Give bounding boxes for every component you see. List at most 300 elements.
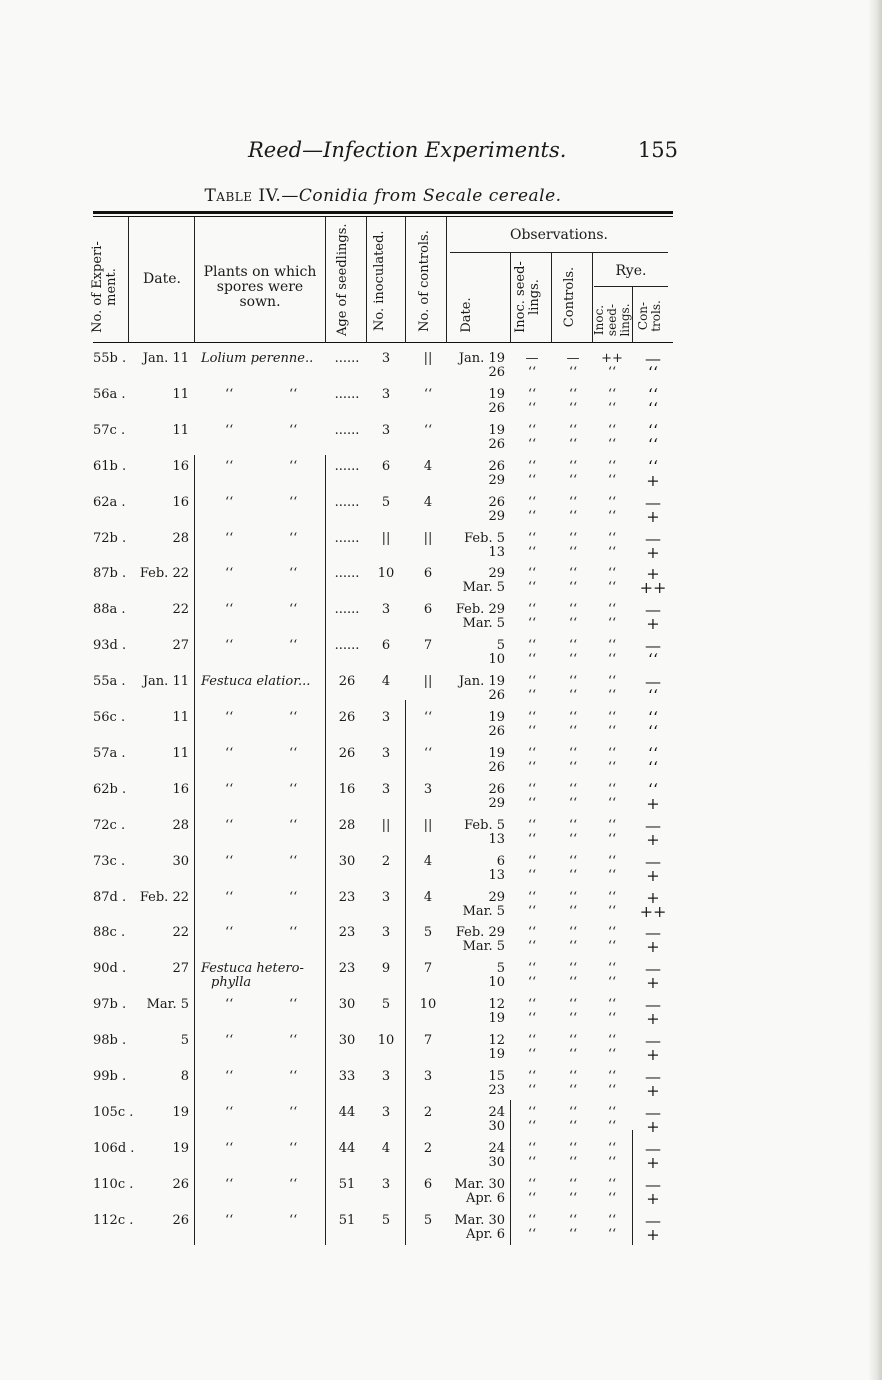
table-row xyxy=(93,995,673,1034)
observation-date xyxy=(449,926,505,954)
sow-date: 11 xyxy=(172,745,189,761)
table-row xyxy=(93,420,673,460)
ditto-mark: ‘‘ xyxy=(225,422,234,438)
seedling-age: 23 xyxy=(338,925,356,941)
number-inoculated: 3 xyxy=(381,781,391,797)
rye-inoc-result-line: ‘‘ xyxy=(607,458,617,474)
controls-result-line: ‘‘ xyxy=(568,1083,578,1098)
rye-controls-result-line: — xyxy=(645,349,661,368)
inoc-seedlings-result-line: ‘‘ xyxy=(527,616,537,632)
ditto-mark: ‘‘ xyxy=(225,853,234,869)
number-controls: 2 xyxy=(423,1104,433,1120)
inoc-seedlings-result-line: ‘‘ xyxy=(527,939,537,955)
number-inoculated: || xyxy=(381,530,391,546)
observation-date xyxy=(449,532,505,560)
rye-controls-result xyxy=(635,636,671,670)
rye-inoc-result-line: ‘‘ xyxy=(607,602,617,618)
experiment-number: 112c . xyxy=(93,1212,134,1228)
experiment-number: 57c . xyxy=(93,422,126,438)
page-edge xyxy=(868,0,882,1380)
rye-inoc-result xyxy=(595,747,629,775)
rye-inoc-result-line: ‘‘ xyxy=(607,1154,617,1170)
rye-controls-result-line: ‘‘ xyxy=(647,779,659,799)
ditto-mark: ‘‘ xyxy=(225,997,234,1013)
controls-result-line: ‘‘ xyxy=(568,781,578,797)
rye-inoc-result xyxy=(595,962,629,990)
seedling-age: 23 xyxy=(338,961,356,977)
controls-result-line: ‘‘ xyxy=(568,831,578,847)
observation-date xyxy=(449,1142,505,1170)
rye-inoc-result xyxy=(595,891,629,919)
number-inoculated: 3 xyxy=(381,710,391,725)
experiment-number: 73c . xyxy=(93,853,126,869)
header-date: Date. xyxy=(143,271,181,287)
rye-controls-result xyxy=(635,708,671,741)
rye-inoc-result-line: ‘‘ xyxy=(607,652,617,668)
inoc-seedlings-result-line: ‘‘ xyxy=(527,724,537,739)
inoc-seedlings-result xyxy=(515,1142,549,1170)
rye-controls-result-line: — xyxy=(645,923,661,943)
header-observations: Observations. xyxy=(509,227,609,243)
inoc-seedlings-result-line: ‘‘ xyxy=(527,580,537,596)
ditto-mark: ‘‘ xyxy=(289,1176,298,1192)
observation-date xyxy=(449,675,505,703)
observation-date-line: Feb. 29 xyxy=(455,925,505,941)
observation-date xyxy=(449,567,505,595)
header-inoc-seedlings: Inoc. seed- lings. xyxy=(513,261,542,333)
observation-date-line: 26 xyxy=(488,494,505,510)
rye-controls-result-line: — xyxy=(645,600,661,620)
rye-controls-result-line: + xyxy=(646,506,660,526)
inoc-seedlings-result-line: ‘‘ xyxy=(527,817,537,833)
experiment-number: 57a . xyxy=(93,745,126,761)
observation-date-line: 13 xyxy=(488,831,505,847)
rye-inoc-result-line: ‘‘ xyxy=(607,975,617,991)
number-inoculated: 10 xyxy=(377,566,395,582)
controls-result-line: ‘‘ xyxy=(568,1047,578,1063)
rye-controls-result-line: — xyxy=(645,1174,661,1194)
experiment-number: 62b . xyxy=(93,781,127,797)
table-row xyxy=(93,456,673,496)
inoc-seedlings-result-line: ‘‘ xyxy=(527,422,537,438)
rye-inoc-result-line: ‘‘ xyxy=(607,795,617,811)
inoc-seedlings-result-line: ‘‘ xyxy=(527,1033,537,1049)
rye-controls-result-line: ‘‘ xyxy=(647,420,659,440)
rye-inoc-result-line: ‘‘ xyxy=(607,638,617,654)
table-row xyxy=(93,959,673,998)
number-controls: 3 xyxy=(423,1069,433,1084)
rye-inoc-result-line: ‘‘ xyxy=(607,1011,617,1027)
sow-date: 30 xyxy=(172,853,189,869)
rye-inoc-result-line: ‘‘ xyxy=(607,674,617,690)
sow-date: 19 xyxy=(172,1140,189,1156)
rye-controls-result xyxy=(635,1031,671,1065)
inoc-seedlings-result xyxy=(515,783,549,811)
sow-date: Jan. 11 xyxy=(142,351,189,366)
number-controls: 6 xyxy=(423,1176,433,1192)
controls-result-line: ‘‘ xyxy=(568,508,578,524)
rye-controls-result-line: + xyxy=(646,614,660,634)
observation-date-line: Mar. 30 xyxy=(454,1212,505,1228)
rye-inoc-result-line: ‘‘ xyxy=(607,925,617,941)
ditto-mark: ‘‘ xyxy=(289,1069,298,1084)
inoc-seedlings-result-line: ‘‘ xyxy=(527,867,537,883)
inoc-seedlings-result-line: ‘‘ xyxy=(527,759,537,775)
rye-inoc-result xyxy=(595,1142,629,1170)
sow-date: 5 xyxy=(180,1033,189,1049)
col-divider xyxy=(325,217,326,343)
experiment-number: 87d . xyxy=(93,889,127,905)
ditto-mark: ‘‘ xyxy=(289,386,298,402)
ditto-mark: ‘‘ xyxy=(289,1140,298,1156)
rye-controls-result-line: ‘‘ xyxy=(647,757,659,777)
number-inoculated: 6 xyxy=(381,458,391,474)
number-inoculated: 10 xyxy=(377,1033,395,1049)
page-number: 155 xyxy=(637,138,678,162)
rye-controls-result-line: + xyxy=(646,470,660,490)
controls-result-line: ‘‘ xyxy=(568,544,578,560)
number-controls: || xyxy=(423,817,433,833)
ditto-mark: ‘‘ xyxy=(289,458,298,474)
number-controls: ‘‘ xyxy=(423,710,433,725)
ditto-mark: ‘‘ xyxy=(225,1140,234,1156)
table-title: Conidia from Secale cereale. xyxy=(298,186,562,206)
table-row xyxy=(93,1174,673,1214)
rye-controls-result xyxy=(635,815,671,849)
number-controls: 4 xyxy=(423,889,433,905)
plant-name-line: phylla xyxy=(211,975,252,991)
inoc-seedlings-result-line: ‘‘ xyxy=(527,1176,537,1192)
number-controls: 4 xyxy=(423,494,433,510)
controls-result-line: ‘‘ xyxy=(568,1140,578,1156)
number-inoculated: 5 xyxy=(381,997,391,1013)
inoc-seedlings-result xyxy=(515,532,549,560)
controls-result-line: ‘‘ xyxy=(568,400,578,416)
controls-result xyxy=(555,675,591,703)
sow-date: 16 xyxy=(172,494,189,510)
observation-date-line: 23 xyxy=(488,1083,505,1098)
rye-inoc-result-line: ‘‘ xyxy=(607,724,617,739)
rye-inoc-result-line: ‘‘ xyxy=(607,903,617,919)
inoc-seedlings-result-line: ‘‘ xyxy=(527,745,537,761)
number-controls: 3 xyxy=(423,781,433,797)
number-inoculated: || xyxy=(381,817,391,833)
sow-date: 26 xyxy=(172,1176,189,1192)
rye-controls-result xyxy=(635,923,671,957)
rye-inoc-result xyxy=(595,1178,629,1206)
inoc-seedlings-result-line: ‘‘ xyxy=(527,1226,537,1242)
rye-controls-result-line: — xyxy=(645,851,661,871)
controls-result-line: ‘‘ xyxy=(568,1033,578,1049)
observation-date xyxy=(449,1070,505,1098)
table-row xyxy=(93,708,673,747)
observation-date-line: 5 xyxy=(496,638,505,654)
controls-result xyxy=(555,460,591,488)
header-plants: Plants on which spores were sown. xyxy=(203,264,317,310)
observation-date xyxy=(449,747,505,775)
inoc-seedlings-result-line: ‘‘ xyxy=(527,494,537,510)
rye-controls-result-line: — xyxy=(645,1067,661,1086)
controls-result-line: ‘‘ xyxy=(568,795,578,811)
number-controls: ‘‘ xyxy=(423,422,433,438)
seedling-age: 51 xyxy=(338,1212,356,1228)
inoc-seedlings-result-line: ‘‘ xyxy=(527,781,537,797)
header-no: No. of Experi- ment. xyxy=(90,241,119,333)
ditto-mark: ‘‘ xyxy=(225,1033,234,1049)
rye-controls-result-line: — xyxy=(645,636,661,656)
controls-result xyxy=(555,532,591,560)
sow-date: 16 xyxy=(172,781,189,797)
ditto-mark: ‘‘ xyxy=(289,530,298,546)
rye-inoc-result-line: ‘‘ xyxy=(607,781,617,797)
top-rule-thin xyxy=(93,216,673,217)
controls-result-line: ‘‘ xyxy=(568,961,578,977)
number-controls: 4 xyxy=(423,458,433,474)
experiment-number: 90d . xyxy=(93,961,127,977)
seedling-age: ...... xyxy=(334,494,360,510)
number-inoculated: 3 xyxy=(381,925,391,941)
number-controls: 5 xyxy=(423,1212,433,1228)
ditto-mark: ‘‘ xyxy=(225,745,234,761)
rye-controls-result-line: — xyxy=(645,815,661,835)
rye-inoc-result-line: ‘‘ xyxy=(607,867,617,883)
experiment-number: 105c . xyxy=(93,1104,134,1120)
rye-inoc-result-line: ‘‘ xyxy=(607,494,617,510)
number-controls: 10 xyxy=(419,997,437,1013)
rye-controls-result xyxy=(635,779,671,813)
observation-date-line: 19 xyxy=(488,1011,505,1027)
inoc-seedlings-result-line: ‘‘ xyxy=(527,710,537,725)
ditto-mark: ‘‘ xyxy=(225,386,234,402)
rye-inoc-result xyxy=(595,532,629,560)
controls-result xyxy=(555,962,591,990)
observation-date-line: 24 xyxy=(488,1104,505,1120)
rye-controls-result xyxy=(635,851,671,885)
observation-date-line: 12 xyxy=(488,1033,505,1049)
rye-inoc-result-line: ‘‘ xyxy=(607,1047,617,1063)
table-row xyxy=(93,1102,673,1142)
controls-result-line: ‘‘ xyxy=(568,903,578,919)
inoc-seedlings-result-line: ‘‘ xyxy=(527,602,537,618)
inoc-seedlings-result-line: ‘‘ xyxy=(527,458,537,474)
observation-date xyxy=(449,819,505,847)
experiment-number: 61b . xyxy=(93,458,127,474)
rye-controls-result xyxy=(635,600,671,634)
ditto-mark: ‘‘ xyxy=(225,566,234,582)
controls-result-line: ‘‘ xyxy=(568,1190,578,1206)
rye-controls-result xyxy=(635,349,671,382)
controls-result xyxy=(555,711,591,739)
seedling-age: ...... xyxy=(334,638,360,654)
rye-controls-result-line: + xyxy=(646,865,660,885)
observation-date-line: 29 xyxy=(488,889,505,905)
table-row xyxy=(93,600,673,639)
rye-rule xyxy=(594,286,668,287)
controls-result-line: ‘‘ xyxy=(568,1176,578,1192)
observation-date-line: 13 xyxy=(488,867,505,883)
rye-inoc-result-line: ‘‘ xyxy=(607,365,617,380)
rye-controls-result-line: + xyxy=(646,937,660,957)
inoc-seedlings-result xyxy=(515,675,549,703)
controls-result xyxy=(555,926,591,954)
inoc-seedlings-result xyxy=(515,1034,549,1062)
controls-result xyxy=(555,639,591,667)
ditto-mark: ‘‘ xyxy=(289,853,298,869)
rye-controls-result-line: ++ xyxy=(639,901,667,921)
seedling-age: ...... xyxy=(334,530,360,546)
rye-inoc-result xyxy=(595,1034,629,1062)
seedling-age: ...... xyxy=(334,386,360,402)
sow-date: 19 xyxy=(172,1104,189,1120)
table-row xyxy=(93,887,673,927)
seedling-age: 23 xyxy=(338,889,356,905)
observations-rule xyxy=(450,252,668,253)
observation-date-line: 19 xyxy=(488,422,505,438)
inoc-seedlings-result-line: ‘‘ xyxy=(527,1118,537,1134)
inoc-seedlings-result-line: ‘‘ xyxy=(527,1190,537,1206)
ditto-mark: ‘‘ xyxy=(289,1033,298,1049)
inoc-seedlings-result-line: ‘‘ xyxy=(527,436,537,452)
col-divider xyxy=(128,217,129,343)
number-inoculated: 5 xyxy=(381,494,391,510)
seedling-age: ...... xyxy=(334,351,360,366)
controls-result xyxy=(555,747,591,775)
inoc-seedlings-result xyxy=(515,747,549,775)
sow-date: 16 xyxy=(172,458,189,474)
rye-inoc-result-line: ‘‘ xyxy=(607,508,617,524)
rye-controls-result-line: ‘‘ xyxy=(647,722,659,741)
rye-inoc-result-line: ‘‘ xyxy=(607,710,617,725)
seedling-age: ...... xyxy=(334,458,360,474)
ditto-mark: ‘‘ xyxy=(289,925,298,941)
observation-date xyxy=(449,603,505,631)
inoc-seedlings-result xyxy=(515,926,549,954)
number-inoculated: 3 xyxy=(381,422,391,438)
plant-name xyxy=(201,962,321,990)
rye-inoc-result xyxy=(595,1070,629,1098)
rye-inoc-result xyxy=(595,783,629,811)
inoc-seedlings-result-line: ‘‘ xyxy=(527,975,537,991)
table-row xyxy=(93,672,673,711)
controls-result-line: ‘‘ xyxy=(568,759,578,775)
inoc-seedlings-result-line: ‘‘ xyxy=(527,831,537,847)
seedling-age: 44 xyxy=(338,1140,356,1156)
table-row xyxy=(93,923,673,962)
number-inoculated: 3 xyxy=(381,745,391,761)
rye-inoc-result-line: ‘‘ xyxy=(607,1033,617,1049)
observation-date xyxy=(449,496,505,524)
rye-controls-result xyxy=(635,887,671,921)
controls-result-line: ‘‘ xyxy=(568,1118,578,1134)
observation-date-line: 26 xyxy=(488,365,505,380)
rye-controls-result-line: ‘‘ xyxy=(647,384,659,404)
number-inoculated: 2 xyxy=(381,853,391,869)
inoc-seedlings-result-line: ‘‘ xyxy=(527,961,537,977)
ditto-mark: ‘‘ xyxy=(289,745,298,761)
observation-date-line: Mar. 5 xyxy=(462,616,505,632)
controls-result xyxy=(555,1178,591,1206)
number-controls: || xyxy=(423,674,433,690)
rye-controls-result-line: + xyxy=(646,1081,660,1100)
col-divider xyxy=(405,217,406,343)
controls-result-line: ‘‘ xyxy=(568,688,578,704)
top-rule xyxy=(93,211,673,214)
experiment-number: 99b . xyxy=(93,1069,127,1084)
sow-date: Jan. 11 xyxy=(142,674,189,690)
rye-inoc-result-line: ‘‘ xyxy=(607,472,617,488)
rye-controls-result-line: + xyxy=(646,1188,660,1208)
seedling-age: 33 xyxy=(338,1069,356,1084)
col-divider xyxy=(446,217,447,343)
rye-inoc-result-line: ‘‘ xyxy=(607,939,617,955)
rye-inoc-result-line: ‘‘ xyxy=(607,1069,617,1084)
controls-result-line: ‘‘ xyxy=(568,436,578,452)
experiment-number: 72c . xyxy=(93,817,126,833)
table-row xyxy=(93,528,673,568)
seedling-age: 26 xyxy=(338,674,356,690)
inoc-seedlings-result-line: ‘‘ xyxy=(527,889,537,905)
controls-result xyxy=(555,819,591,847)
controls-result-line: ‘‘ xyxy=(568,494,578,510)
controls-result-line: ‘‘ xyxy=(568,1011,578,1027)
rye-inoc-result xyxy=(595,496,629,524)
rye-inoc-result-line: ‘‘ xyxy=(607,436,617,452)
controls-result-line: ‘‘ xyxy=(568,817,578,833)
table-label: Table IV.— xyxy=(204,186,299,206)
rye-controls-result xyxy=(635,1174,671,1208)
experiment-number: 87b . xyxy=(93,566,127,582)
observation-date xyxy=(449,1106,505,1134)
rye-inoc-result-line: ‘‘ xyxy=(607,1083,617,1098)
rye-inoc-result-line: ‘‘ xyxy=(607,889,617,905)
rye-inoc-result-line: ‘‘ xyxy=(607,544,617,560)
controls-result xyxy=(555,1142,591,1170)
observation-date-line: Mar. 5 xyxy=(462,939,505,955)
observation-date-line: 19 xyxy=(488,386,505,402)
controls-result-line: ‘‘ xyxy=(568,853,578,869)
observation-date xyxy=(449,962,505,990)
sow-date: 27 xyxy=(172,961,189,977)
observation-date-line: Apr. 6 xyxy=(465,1226,505,1242)
observation-date-line: 5 xyxy=(496,961,505,977)
observation-date xyxy=(449,388,505,416)
controls-result-line: ‘‘ xyxy=(568,638,578,654)
rye-controls-result xyxy=(635,384,671,418)
inoc-seedlings-result-line: ‘‘ xyxy=(527,1047,537,1063)
inoc-seedlings-result xyxy=(515,1178,549,1206)
sow-date: 26 xyxy=(172,1212,189,1228)
controls-result-line: ‘‘ xyxy=(568,939,578,955)
rye-controls-result-line: + xyxy=(646,542,660,562)
inoc-seedlings-result xyxy=(515,1070,549,1098)
rye-controls-result-line: ‘‘ xyxy=(647,708,659,727)
rye-inoc-result-line: ‘‘ xyxy=(607,853,617,869)
seedling-age: 30 xyxy=(338,853,356,869)
observation-date-line: 26 xyxy=(488,724,505,739)
controls-result xyxy=(555,352,591,380)
rye-controls-result-line: + xyxy=(646,793,660,813)
rye-controls-result xyxy=(635,672,671,706)
controls-result-line: ‘‘ xyxy=(568,889,578,905)
observation-date-line: 29 xyxy=(488,472,505,488)
number-controls: 6 xyxy=(423,602,433,618)
inoc-seedlings-result xyxy=(515,352,549,380)
ditto-mark: ‘‘ xyxy=(225,602,234,618)
rye-controls-result-line: + xyxy=(646,829,660,849)
rye-controls-result-line: ‘‘ xyxy=(647,456,659,476)
controls-result-line: ‘‘ xyxy=(568,580,578,596)
observation-date-line: Apr. 6 xyxy=(465,1190,505,1206)
